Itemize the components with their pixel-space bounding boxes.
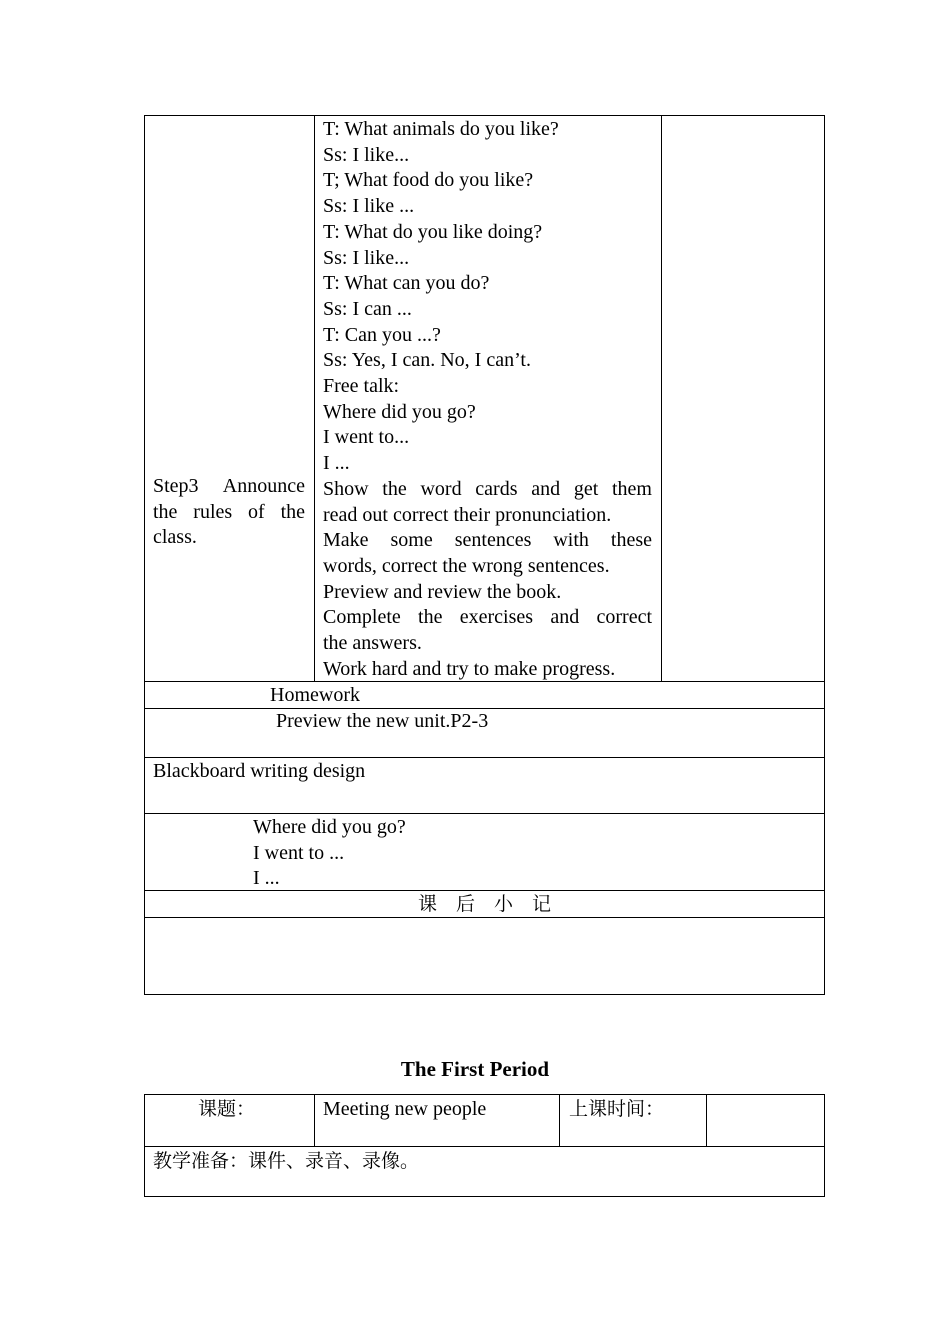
activity-line: T; What food do you like?: [323, 169, 534, 192]
row-divider: [144, 757, 825, 758]
column-divider: [314, 1094, 315, 1147]
column-divider: [706, 1094, 707, 1147]
activity-line: Show the word cards and get them: [323, 477, 652, 500]
step-label-line: the rules of the: [153, 500, 305, 523]
blackboard-line: I went to ...: [253, 841, 345, 864]
activity-line: Work hard and try to make progress.: [323, 657, 616, 680]
teaching-preparation: 教学准备：课件、录音、录像。: [153, 1150, 420, 1172]
step-label-line: Step3 Announce: [153, 475, 305, 497]
blackboard-line: I ...: [253, 867, 280, 890]
step-label: [153, 474, 305, 551]
activity-line: T: Can you ...?: [323, 323, 441, 346]
blackboard-title: Blackboard writing design: [153, 760, 366, 782]
activity-line: T: What do you like doing?: [323, 220, 543, 243]
column-divider: [314, 115, 315, 682]
row-divider: [144, 813, 825, 814]
column-divider: [559, 1094, 560, 1147]
activity-line: Where did you go?: [323, 400, 476, 423]
topic-value: Meeting new people: [323, 1098, 487, 1120]
activity-line: the answers.: [323, 632, 422, 655]
blackboard-line: Where did you go?: [253, 816, 406, 838]
activity-line: Free talk:: [323, 375, 400, 398]
activity-line: Ss: I like...: [323, 143, 410, 166]
activity-line: T: What can you do?: [323, 272, 490, 295]
activity-line: Ss: I can ...: [323, 297, 412, 320]
activity-content: [323, 117, 652, 682]
activity-line: Ss: I like ...: [323, 195, 415, 218]
activity-line: T: What animals do you like?: [323, 118, 559, 140]
activity-line: Ss: I like...: [323, 246, 410, 269]
activity-line: words, correct the wrong sentences.: [323, 554, 610, 577]
activity-line: Preview and review the book.: [323, 580, 562, 603]
activity-line: read out correct their pronunciation.: [323, 503, 612, 526]
row-divider: [144, 1146, 825, 1147]
blackboard-content: [253, 815, 406, 892]
homework-text: Preview the new unit.P2-3: [276, 710, 489, 732]
activity-line: Complete the exercises and correct: [323, 606, 652, 629]
step-label-line: class.: [153, 526, 197, 549]
activity-line: I went to...: [323, 426, 410, 449]
topic-label: 课题：: [198, 1098, 256, 1120]
time-label: 上课时间：: [569, 1098, 665, 1120]
homework-title: Homework: [270, 684, 360, 706]
activity-line: I ...: [323, 452, 350, 475]
activity-line: Make some sentences with these: [323, 529, 652, 552]
notes-title: 课 后 小 记: [417, 893, 551, 915]
column-divider: [661, 115, 662, 682]
period-title: The First Period: [400, 1057, 550, 1081]
row-divider: [144, 890, 825, 891]
activity-line: Ss: Yes, I can. No, I can’t.: [323, 349, 531, 372]
